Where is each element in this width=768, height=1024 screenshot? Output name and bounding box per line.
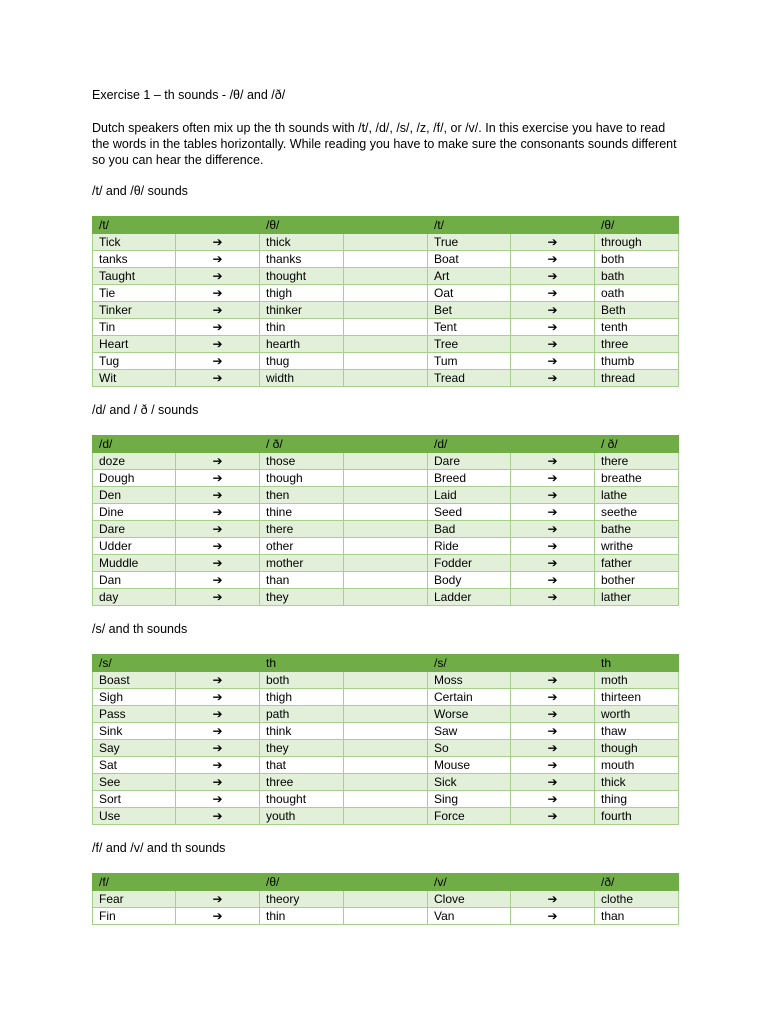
word-cell: width — [260, 370, 344, 387]
arrow-right-icon: ➔ — [511, 572, 595, 589]
arrow-right-icon: ➔ — [176, 672, 260, 689]
arrow-right-icon: ➔ — [176, 538, 260, 555]
empty-cell — [344, 555, 428, 572]
word-cell: Udder — [93, 538, 176, 555]
arrow-right-icon: ➔ — [176, 808, 260, 825]
column-header — [344, 436, 428, 453]
word-cell: there — [595, 453, 679, 470]
word-cell: bath — [595, 268, 679, 285]
word-cell: Fodder — [428, 555, 511, 572]
word-cell: See — [93, 774, 176, 791]
empty-cell — [344, 336, 428, 353]
word-cell: Moss — [428, 672, 511, 689]
column-header: /t/ — [428, 217, 511, 234]
word-cell: youth — [260, 808, 344, 825]
word-cell: Worse — [428, 706, 511, 723]
word-cell: Sort — [93, 791, 176, 808]
empty-cell — [344, 689, 428, 706]
word-cell: Tum — [428, 353, 511, 370]
empty-cell — [344, 268, 428, 285]
table-row — [93, 251, 679, 268]
arrow-right-icon: ➔ — [176, 370, 260, 387]
column-header: /t/ — [93, 217, 176, 234]
arrow-right-icon: ➔ — [176, 908, 260, 925]
word-cell: Force — [428, 808, 511, 825]
arrow-right-icon: ➔ — [511, 453, 595, 470]
word-cell: Dare — [428, 453, 511, 470]
word-cell: Dine — [93, 504, 176, 521]
table-row — [93, 504, 679, 521]
word-cell: Seed — [428, 504, 511, 521]
column-header — [511, 655, 595, 672]
arrow-right-icon: ➔ — [511, 908, 595, 925]
word-cell: that — [260, 757, 344, 774]
word-cell: Tread — [428, 370, 511, 387]
word-cell: think — [260, 723, 344, 740]
word-cell: both — [595, 251, 679, 268]
column-header: th — [595, 655, 679, 672]
word-cell: Art — [428, 268, 511, 285]
word-cell: though — [260, 470, 344, 487]
word-cell: thine — [260, 504, 344, 521]
word-cell: Bet — [428, 302, 511, 319]
arrow-right-icon: ➔ — [176, 791, 260, 808]
empty-cell — [344, 487, 428, 504]
arrow-right-icon: ➔ — [511, 774, 595, 791]
table-header-row — [93, 217, 679, 234]
word-cell: hearth — [260, 336, 344, 353]
word-cell: three — [595, 336, 679, 353]
empty-cell — [344, 723, 428, 740]
arrow-right-icon: ➔ — [511, 891, 595, 908]
word-cell: thinker — [260, 302, 344, 319]
empty-cell — [344, 891, 428, 908]
arrow-right-icon: ➔ — [511, 672, 595, 689]
table-row — [93, 336, 679, 353]
word-cell: Tinker — [93, 302, 176, 319]
arrow-right-icon: ➔ — [176, 319, 260, 336]
arrow-right-icon: ➔ — [176, 234, 260, 251]
table-row — [93, 353, 679, 370]
section-heading: /d/ and / ð / sounds — [92, 403, 199, 417]
empty-cell — [344, 672, 428, 689]
arrow-right-icon: ➔ — [511, 538, 595, 555]
arrow-right-icon: ➔ — [176, 251, 260, 268]
arrow-right-icon: ➔ — [176, 521, 260, 538]
word-cell: Saw — [428, 723, 511, 740]
section-heading: /f/ and /v/ and th sounds — [92, 841, 226, 855]
table-row — [93, 757, 679, 774]
word-table — [92, 654, 679, 825]
word-cell: thigh — [260, 285, 344, 302]
word-cell: thick — [260, 234, 344, 251]
column-header: /ð/ — [595, 874, 679, 891]
arrow-right-icon: ➔ — [511, 234, 595, 251]
word-cell: thug — [260, 353, 344, 370]
exercise-intro: Dutch speakers often mix up the th sounds with /t/, /d/, /s/, /z, /f/, or /v/. In this exercise you have to read the words in the tables horizontally. While reading you have to make sure the consonants sounds different so you can hear the difference. — [92, 121, 677, 167]
column-header — [176, 217, 260, 234]
arrow-right-icon: ➔ — [176, 487, 260, 504]
word-cell: Dan — [93, 572, 176, 589]
arrow-right-icon: ➔ — [176, 757, 260, 774]
column-header: /θ/ — [260, 874, 344, 891]
word-cell: day — [93, 589, 176, 606]
table-row — [93, 370, 679, 387]
arrow-right-icon: ➔ — [176, 706, 260, 723]
word-cell: tenth — [595, 319, 679, 336]
word-cell: mother — [260, 555, 344, 572]
table-row — [93, 774, 679, 791]
table-row — [93, 689, 679, 706]
word-cell: lathe — [595, 487, 679, 504]
word-cell: Tick — [93, 234, 176, 251]
word-cell: thread — [595, 370, 679, 387]
word-cell: Tent — [428, 319, 511, 336]
column-header: /f/ — [93, 874, 176, 891]
word-cell: Sink — [93, 723, 176, 740]
arrow-right-icon: ➔ — [176, 453, 260, 470]
arrow-right-icon: ➔ — [511, 589, 595, 606]
word-cell: mouth — [595, 757, 679, 774]
arrow-right-icon: ➔ — [511, 555, 595, 572]
arrow-right-icon: ➔ — [176, 353, 260, 370]
word-cell: Ladder — [428, 589, 511, 606]
table-row — [93, 891, 679, 908]
column-header — [511, 217, 595, 234]
empty-cell — [344, 572, 428, 589]
arrow-right-icon: ➔ — [511, 285, 595, 302]
empty-cell — [344, 521, 428, 538]
word-cell: Taught — [93, 268, 176, 285]
word-cell: tanks — [93, 251, 176, 268]
table-row — [93, 589, 679, 606]
table-row — [93, 302, 679, 319]
arrow-right-icon: ➔ — [511, 336, 595, 353]
word-cell: Fin — [93, 908, 176, 925]
column-header — [344, 874, 428, 891]
word-cell: both — [260, 672, 344, 689]
word-cell: path — [260, 706, 344, 723]
word-cell: lather — [595, 589, 679, 606]
word-cell: Pass — [93, 706, 176, 723]
word-cell: three — [260, 774, 344, 791]
word-cell: Fear — [93, 891, 176, 908]
word-cell: Sat — [93, 757, 176, 774]
arrow-right-icon: ➔ — [511, 791, 595, 808]
table-row — [93, 908, 679, 925]
word-cell: other — [260, 538, 344, 555]
arrow-right-icon: ➔ — [176, 589, 260, 606]
column-header: / ð/ — [595, 436, 679, 453]
empty-cell — [344, 808, 428, 825]
word-table — [92, 873, 679, 925]
table-row — [93, 268, 679, 285]
word-cell: through — [595, 234, 679, 251]
arrow-right-icon: ➔ — [511, 251, 595, 268]
section-heading: /s/ and th sounds — [92, 622, 188, 636]
word-cell: Use — [93, 808, 176, 825]
arrow-right-icon: ➔ — [511, 740, 595, 757]
word-cell: they — [260, 740, 344, 757]
column-header — [511, 874, 595, 891]
document-page — [92, 86, 678, 923]
arrow-right-icon: ➔ — [176, 740, 260, 757]
word-cell: Heart — [93, 336, 176, 353]
arrow-right-icon: ➔ — [176, 504, 260, 521]
column-header: /s/ — [93, 655, 176, 672]
word-cell: Muddle — [93, 555, 176, 572]
word-cell: clothe — [595, 891, 679, 908]
word-cell: Tug — [93, 353, 176, 370]
word-cell: thick — [595, 774, 679, 791]
table-row — [93, 453, 679, 470]
empty-cell — [344, 589, 428, 606]
word-cell: Clove — [428, 891, 511, 908]
arrow-right-icon: ➔ — [176, 774, 260, 791]
word-cell: Tie — [93, 285, 176, 302]
table-row — [93, 470, 679, 487]
column-header: /v/ — [428, 874, 511, 891]
word-cell: thumb — [595, 353, 679, 370]
empty-cell — [344, 706, 428, 723]
table-header-row — [93, 655, 679, 672]
empty-cell — [344, 791, 428, 808]
column-header — [344, 217, 428, 234]
arrow-right-icon: ➔ — [511, 504, 595, 521]
word-cell: Tin — [93, 319, 176, 336]
word-table — [92, 216, 679, 387]
arrow-right-icon: ➔ — [511, 353, 595, 370]
empty-cell — [344, 251, 428, 268]
empty-cell — [344, 302, 428, 319]
arrow-right-icon: ➔ — [176, 723, 260, 740]
word-cell: bathe — [595, 521, 679, 538]
word-cell: Beth — [595, 302, 679, 319]
arrow-right-icon: ➔ — [511, 521, 595, 538]
word-cell: Sing — [428, 791, 511, 808]
word-cell: though — [595, 740, 679, 757]
table-row — [93, 723, 679, 740]
column-header — [176, 436, 260, 453]
column-header — [176, 655, 260, 672]
table-row — [93, 538, 679, 555]
arrow-right-icon: ➔ — [176, 285, 260, 302]
column-header: th — [260, 655, 344, 672]
word-cell: writhe — [595, 538, 679, 555]
arrow-right-icon: ➔ — [511, 689, 595, 706]
word-cell: oath — [595, 285, 679, 302]
empty-cell — [344, 234, 428, 251]
word-cell: So — [428, 740, 511, 757]
arrow-right-icon: ➔ — [511, 706, 595, 723]
arrow-right-icon: ➔ — [511, 470, 595, 487]
column-header: /s/ — [428, 655, 511, 672]
column-header: /θ/ — [260, 217, 344, 234]
table-row — [93, 740, 679, 757]
arrow-right-icon: ➔ — [511, 757, 595, 774]
table-header-row — [93, 436, 679, 453]
word-cell: Breed — [428, 470, 511, 487]
word-cell: thigh — [260, 689, 344, 706]
word-table — [92, 435, 679, 606]
empty-cell — [344, 353, 428, 370]
arrow-right-icon: ➔ — [511, 370, 595, 387]
column-header: /d/ — [93, 436, 176, 453]
empty-cell — [344, 908, 428, 925]
word-cell: seethe — [595, 504, 679, 521]
word-cell: then — [260, 487, 344, 504]
word-cell: breathe — [595, 470, 679, 487]
arrow-right-icon: ➔ — [176, 689, 260, 706]
word-cell: Tree — [428, 336, 511, 353]
table-row — [93, 319, 679, 336]
word-cell: Dough — [93, 470, 176, 487]
word-cell: thin — [260, 908, 344, 925]
arrow-right-icon: ➔ — [511, 268, 595, 285]
empty-cell — [344, 453, 428, 470]
word-cell: Laid — [428, 487, 511, 504]
word-cell: Wit — [93, 370, 176, 387]
word-cell: Boast — [93, 672, 176, 689]
table-row — [93, 487, 679, 504]
exercise-title: Exercise 1 – th sounds - /θ/ and /ð/ — [92, 88, 286, 102]
empty-cell — [344, 757, 428, 774]
word-cell: doze — [93, 453, 176, 470]
word-cell: than — [595, 908, 679, 925]
word-cell: Sick — [428, 774, 511, 791]
word-cell: theory — [260, 891, 344, 908]
word-cell: thanks — [260, 251, 344, 268]
table-row — [93, 572, 679, 589]
word-cell: there — [260, 521, 344, 538]
table-row — [93, 791, 679, 808]
empty-cell — [344, 470, 428, 487]
word-cell: father — [595, 555, 679, 572]
arrow-right-icon: ➔ — [176, 555, 260, 572]
table-row — [93, 706, 679, 723]
word-cell: Oat — [428, 285, 511, 302]
word-cell: Mouse — [428, 757, 511, 774]
table-row — [93, 555, 679, 572]
table-row — [93, 521, 679, 538]
table-row — [93, 234, 679, 251]
arrow-right-icon: ➔ — [511, 723, 595, 740]
arrow-right-icon: ➔ — [176, 891, 260, 908]
word-cell: they — [260, 589, 344, 606]
word-cell: fourth — [595, 808, 679, 825]
column-header: /θ/ — [595, 217, 679, 234]
word-cell: thought — [260, 791, 344, 808]
arrow-right-icon: ➔ — [511, 808, 595, 825]
word-cell: Say — [93, 740, 176, 757]
arrow-right-icon: ➔ — [511, 319, 595, 336]
empty-cell — [344, 740, 428, 757]
word-cell: moth — [595, 672, 679, 689]
section-heading: /t/ and /θ/ sounds — [92, 184, 188, 198]
word-cell: bother — [595, 572, 679, 589]
word-cell: True — [428, 234, 511, 251]
arrow-right-icon: ➔ — [176, 302, 260, 319]
empty-cell — [344, 319, 428, 336]
column-header — [344, 655, 428, 672]
word-cell: Body — [428, 572, 511, 589]
column-header — [176, 874, 260, 891]
arrow-right-icon: ➔ — [176, 572, 260, 589]
arrow-right-icon: ➔ — [176, 268, 260, 285]
word-cell: those — [260, 453, 344, 470]
column-header: / ð/ — [260, 436, 344, 453]
word-cell: Ride — [428, 538, 511, 555]
word-cell: Dare — [93, 521, 176, 538]
table-row — [93, 808, 679, 825]
table-header-row — [93, 874, 679, 891]
column-header: /d/ — [428, 436, 511, 453]
arrow-right-icon: ➔ — [511, 487, 595, 504]
empty-cell — [344, 504, 428, 521]
empty-cell — [344, 538, 428, 555]
word-cell: thirteen — [595, 689, 679, 706]
word-cell: thought — [260, 268, 344, 285]
word-cell: Boat — [428, 251, 511, 268]
word-cell: thaw — [595, 723, 679, 740]
column-header — [511, 436, 595, 453]
word-cell: Den — [93, 487, 176, 504]
arrow-right-icon: ➔ — [511, 302, 595, 319]
word-cell: than — [260, 572, 344, 589]
table-row — [93, 285, 679, 302]
table-row — [93, 672, 679, 689]
word-cell: Bad — [428, 521, 511, 538]
word-cell: thin — [260, 319, 344, 336]
arrow-right-icon: ➔ — [176, 470, 260, 487]
arrow-right-icon: ➔ — [176, 336, 260, 353]
word-cell: Van — [428, 908, 511, 925]
word-cell: worth — [595, 706, 679, 723]
empty-cell — [344, 370, 428, 387]
word-cell: Certain — [428, 689, 511, 706]
empty-cell — [344, 285, 428, 302]
empty-cell — [344, 774, 428, 791]
word-cell: Sigh — [93, 689, 176, 706]
word-cell: thing — [595, 791, 679, 808]
